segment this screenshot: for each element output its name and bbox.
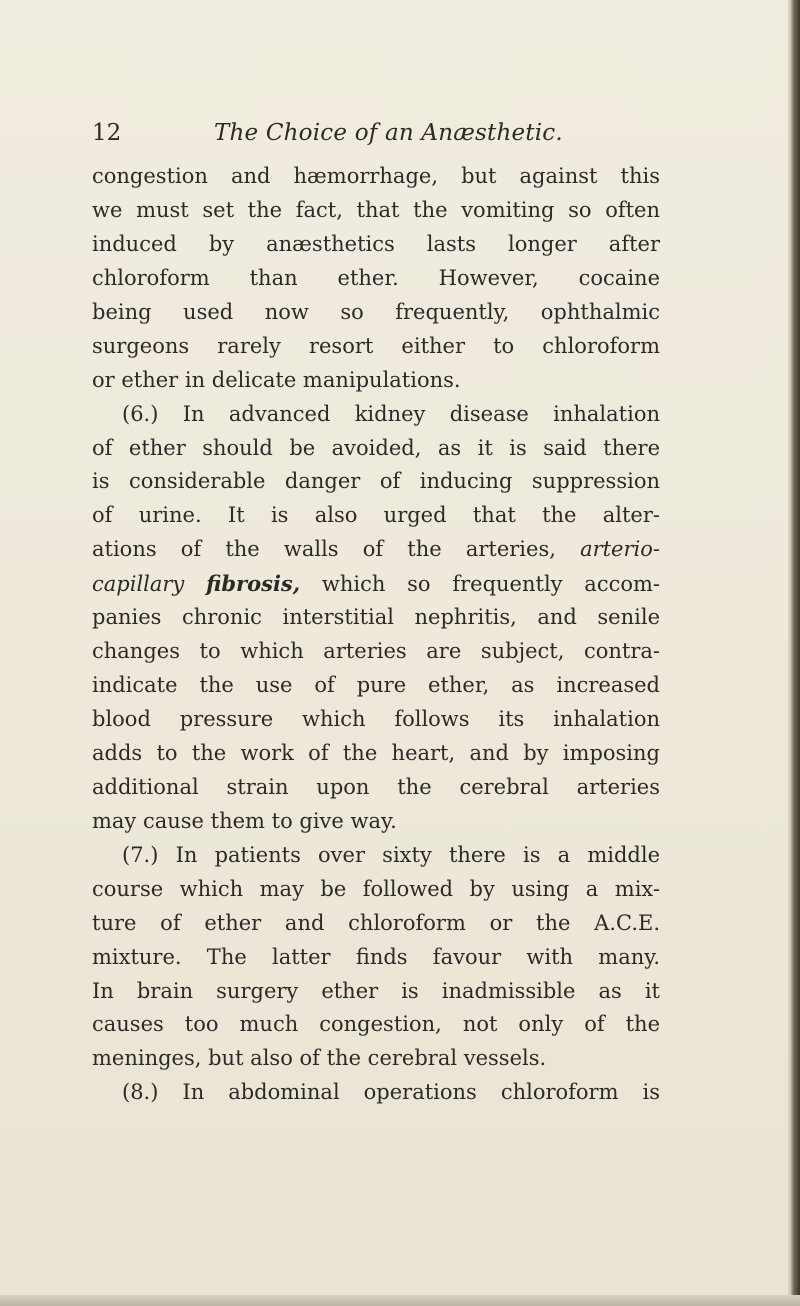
text-line: is considerable danger of inducing suppression (92, 469, 660, 494)
text-line: course which may be followed by using a mix- (92, 876, 660, 901)
page-bottom-edge (0, 1295, 800, 1306)
paragraph-start-line: (6.) In advanced kidney disease inhalation (122, 401, 660, 426)
text-line: surgeons rarely resort either to chloroform (92, 333, 660, 358)
text-line: meninges, but also of the cerebral vessels. (92, 1046, 547, 1071)
text-line: may cause them to give way. (92, 808, 397, 833)
text-line: of ether should be avoided, as it is said there (92, 435, 660, 460)
italic-term: fibrosis, (206, 571, 301, 597)
running-head (92, 113, 652, 153)
text-line (92, 567, 660, 601)
text-line (92, 533, 660, 567)
text-line: being used now so frequently, ophthalmic (92, 299, 660, 324)
text-line: additional strain upon the cerebral arteries (92, 774, 660, 799)
book-spine-edge (790, 0, 800, 1306)
italic-term: capillary (92, 572, 185, 597)
text-line: mixture. The latter finds favour with many. (92, 944, 660, 969)
text-line: of urine. It is also urged that the alter- (92, 503, 660, 528)
body-text (92, 160, 660, 1110)
italic-term: arterio- (580, 537, 660, 562)
text-line: In brain surgery ether is inadmissible as it (92, 978, 660, 1003)
text-line: changes to which arteries are subject, contra- (92, 639, 660, 664)
running-title: The Choice of an Anæsthetic. (214, 120, 563, 146)
text-line: causes too much congestion, not only of the (92, 1012, 660, 1037)
text-line: congestion and hæmorrhage, but against this (92, 164, 660, 188)
text-line: indicate the use of pure ether, as increased (92, 673, 660, 698)
text-fragment: ations of the walls of the arteries, (92, 537, 556, 562)
text-line: ture of ether and chloroform or the A.C.E. (92, 910, 660, 935)
text-line: blood pressure which follows its inhalation (92, 707, 660, 731)
text-fragment: which so frequently accom- (321, 572, 660, 597)
text-line: adds to the work of the heart, and by imposing (92, 740, 660, 765)
page-number: 12 (92, 120, 122, 146)
paragraph-start-line: (7.) In patients over sixty there is a middle (122, 842, 660, 867)
text-line: panies chronic interstitial nephritis, and senile (92, 605, 660, 630)
paragraph-start-line: (8.) In abdominal operations chloroform is (122, 1080, 660, 1105)
text-line: or ether in delicate manipulations. (92, 367, 461, 392)
text-line: induced by anæsthetics lasts longer after (92, 231, 660, 256)
text-line: chloroform than ether. However, cocaine (92, 265, 660, 290)
text-line: we must set the fact, that the vomiting so often (92, 197, 660, 222)
